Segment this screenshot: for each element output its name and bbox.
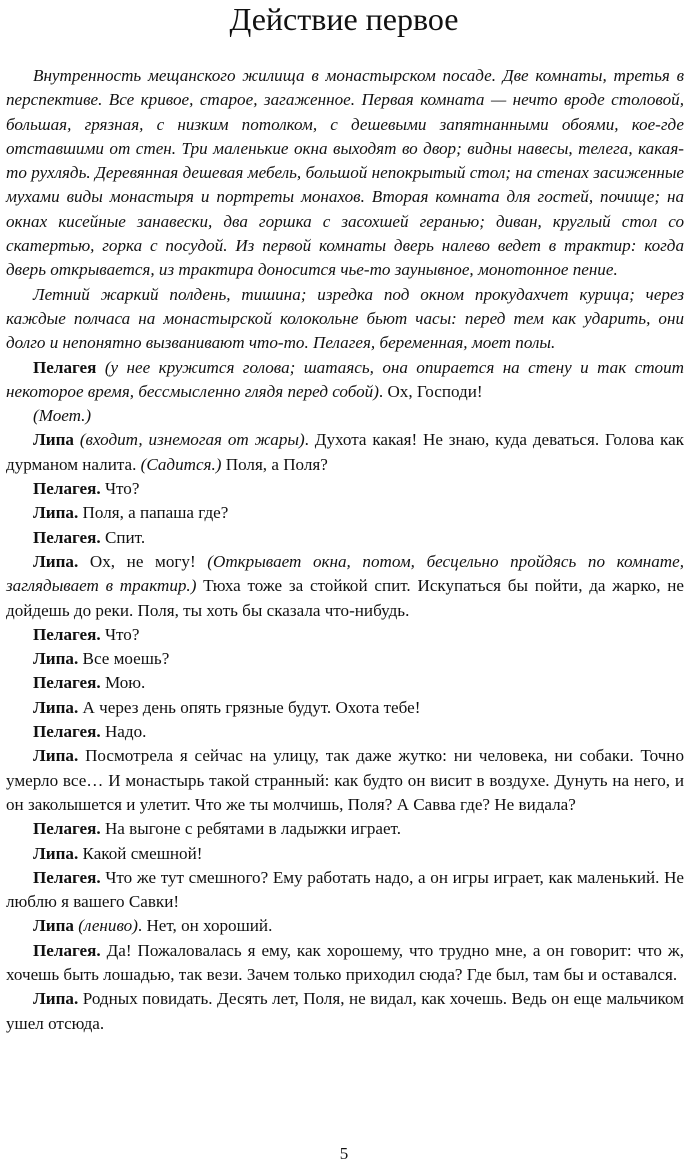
line-text: Какой смешной!	[82, 843, 203, 863]
stage-remark: (входит, изнемогая от жары)	[79, 430, 305, 450]
line-text: Поля, а папаша где?	[82, 503, 229, 523]
line-text: . Нет, он хороший.	[137, 916, 273, 936]
line-text: Надо.	[104, 722, 147, 742]
dialogue-line	[6, 501, 684, 525]
dialogue-line	[6, 720, 684, 744]
dialogue-line	[6, 696, 684, 720]
dialogue-line	[6, 647, 684, 671]
act-title: Действие первое	[229, 1, 459, 37]
dialogue-line	[6, 842, 684, 866]
dialogue-line	[6, 428, 684, 477]
dialogue-line	[6, 817, 684, 841]
line-text: Что же тут смешного? Ему работать надо, а он игры играет, как маленький. Не люблю я вашего Савки!	[6, 867, 684, 912]
speaker-name: Пелагея.	[33, 940, 101, 960]
dialogue-line	[6, 526, 684, 550]
line-text: Поля, а Поля?	[225, 454, 328, 474]
play-text	[6, 64, 684, 1036]
line-text: На выгоне с ребятами в ладыжки играет.	[104, 819, 402, 839]
speaker-name: Пелагея.	[33, 819, 101, 839]
speaker-name: Липа.	[33, 697, 79, 717]
line-text: Что?	[104, 479, 140, 499]
line-text: . Духота какая! Не знаю, куда деваться. Голова как дурманом налита.	[6, 430, 684, 474]
dialogue-line	[6, 987, 684, 1036]
stage-remark: (Моет.)	[33, 406, 92, 426]
speaker-name: Липа	[33, 430, 74, 450]
speaker-name: Липа.	[33, 843, 79, 863]
stage-remark: (Садится.)	[140, 454, 222, 474]
dialogue-line	[6, 939, 684, 988]
speaker-name: Липа.	[33, 503, 79, 523]
line-text: Ох, не могу!	[89, 551, 196, 571]
speaker-name: Пелагея.	[33, 479, 101, 499]
stage-direction-time: Летний жаркий полдень, тишина; изредка под окном прокудахчет курица; через каждые полчаса на монастырской колокольне бьют часы: перед тем как ударить, они долго и непонятно вызванивают что-то. Пелагея, беременная, моет полы.	[6, 284, 684, 353]
speaker-name: Пелагея.	[33, 722, 101, 742]
speaker-name: Пелагея.	[33, 527, 101, 547]
stage-direction-setting: Внутренность мещанского жилища в монастырском посаде. Две комнаты, третья в перспективе. Все кривое, старое, загаженное. Первая комната — нечто вроде столовой, большая, грязная, с низким потолком, с дешевыми запятнанными обоями, кое-где отставшими от стен. Три маленькие окна выходят во двор; видны навесы, телега, какая-то рухлядь. Деревянная дешевая мебель, большой непокрытый стол; на стенах засиженные мухами виды монастыря и портреты монахов. Вторая комната для гостей, почище; на окнах кисейные занавески, два горшка с засохшей геранью; диван, круглый стол со скатертью, горка с посудой. Из первой комнаты дверь налево ведет в трактир: когда дверь открывается, из трактира доносится чье-то заунывное, монотонное пение.	[6, 66, 684, 280]
speaker-name: Липа	[33, 916, 74, 936]
speaker-name: Липа.	[33, 649, 79, 669]
line-text: Мою.	[104, 673, 146, 693]
dialogue-line	[6, 550, 684, 623]
dialogue-line	[6, 866, 684, 915]
line-text: Спит.	[104, 527, 146, 547]
dialogue-line	[6, 356, 684, 405]
dialogue-line	[6, 623, 684, 647]
dialogue-line	[6, 914, 684, 938]
stage-remark: (у нее кружится голова; шатаясь, она опирается на стену и так стоит некоторое время, бессмысленно глядя перед собой)	[6, 357, 684, 401]
line-text: Да! Пожаловалась я ему, как хорошему, что трудно мне, а он говорит: что ж, хочешь быть лошадью, так вези. Зачем только приходил сюда? Где был, там бы и оставался.	[6, 940, 684, 984]
dialogue-line	[6, 744, 684, 817]
speaker-name: Пелагея.	[33, 867, 101, 887]
speaker-name: Липа.	[33, 989, 79, 1009]
line-text: А через день опять грязные будут. Охота тебе!	[82, 697, 421, 717]
speaker-name: Пелагея.	[33, 624, 101, 644]
line-text: Тюха тоже за стойкой спит. Искупаться бы пойти, да жарко, не дойдешь до реки. Поля, ты хоть бы сказала что-нибудь.	[6, 576, 684, 620]
speaker-name: Пелагея.	[33, 673, 101, 693]
dialogue-line	[6, 404, 684, 428]
speaker-name: Пелагея	[33, 357, 97, 377]
dialogue-line	[6, 671, 684, 695]
speaker-name: Липа.	[33, 746, 79, 766]
line-text: Посмотрела я сейчас на улицу, так даже жутко: ни человека, ни собаки. Точно умерло все… И монастырь такой странный: как будто он висит в воздухе. Дунуть на него, и он заколышется и улетит. Что же ты молчишь, Поля? А Савва где? Не видала?	[6, 746, 684, 814]
page-number: 5	[339, 1144, 349, 1163]
line-text: Что?	[104, 624, 140, 644]
speaker-name: Липа.	[33, 551, 79, 571]
stage-remark: (лениво)	[78, 916, 138, 936]
line-text: Родных повидать. Десять лет, Поля, не видал, как хочешь. Ведь он еще мальчиком ушел отсюда.	[6, 989, 684, 1033]
line-text: Все моешь?	[82, 649, 170, 669]
stage-remark: (Открывает окна, потом, бесцельно пройдясь по комнате, заглядывает в трактир.)	[6, 551, 684, 596]
dialogue-line	[6, 477, 684, 501]
line-text: . Ох, Господи!	[378, 381, 483, 401]
